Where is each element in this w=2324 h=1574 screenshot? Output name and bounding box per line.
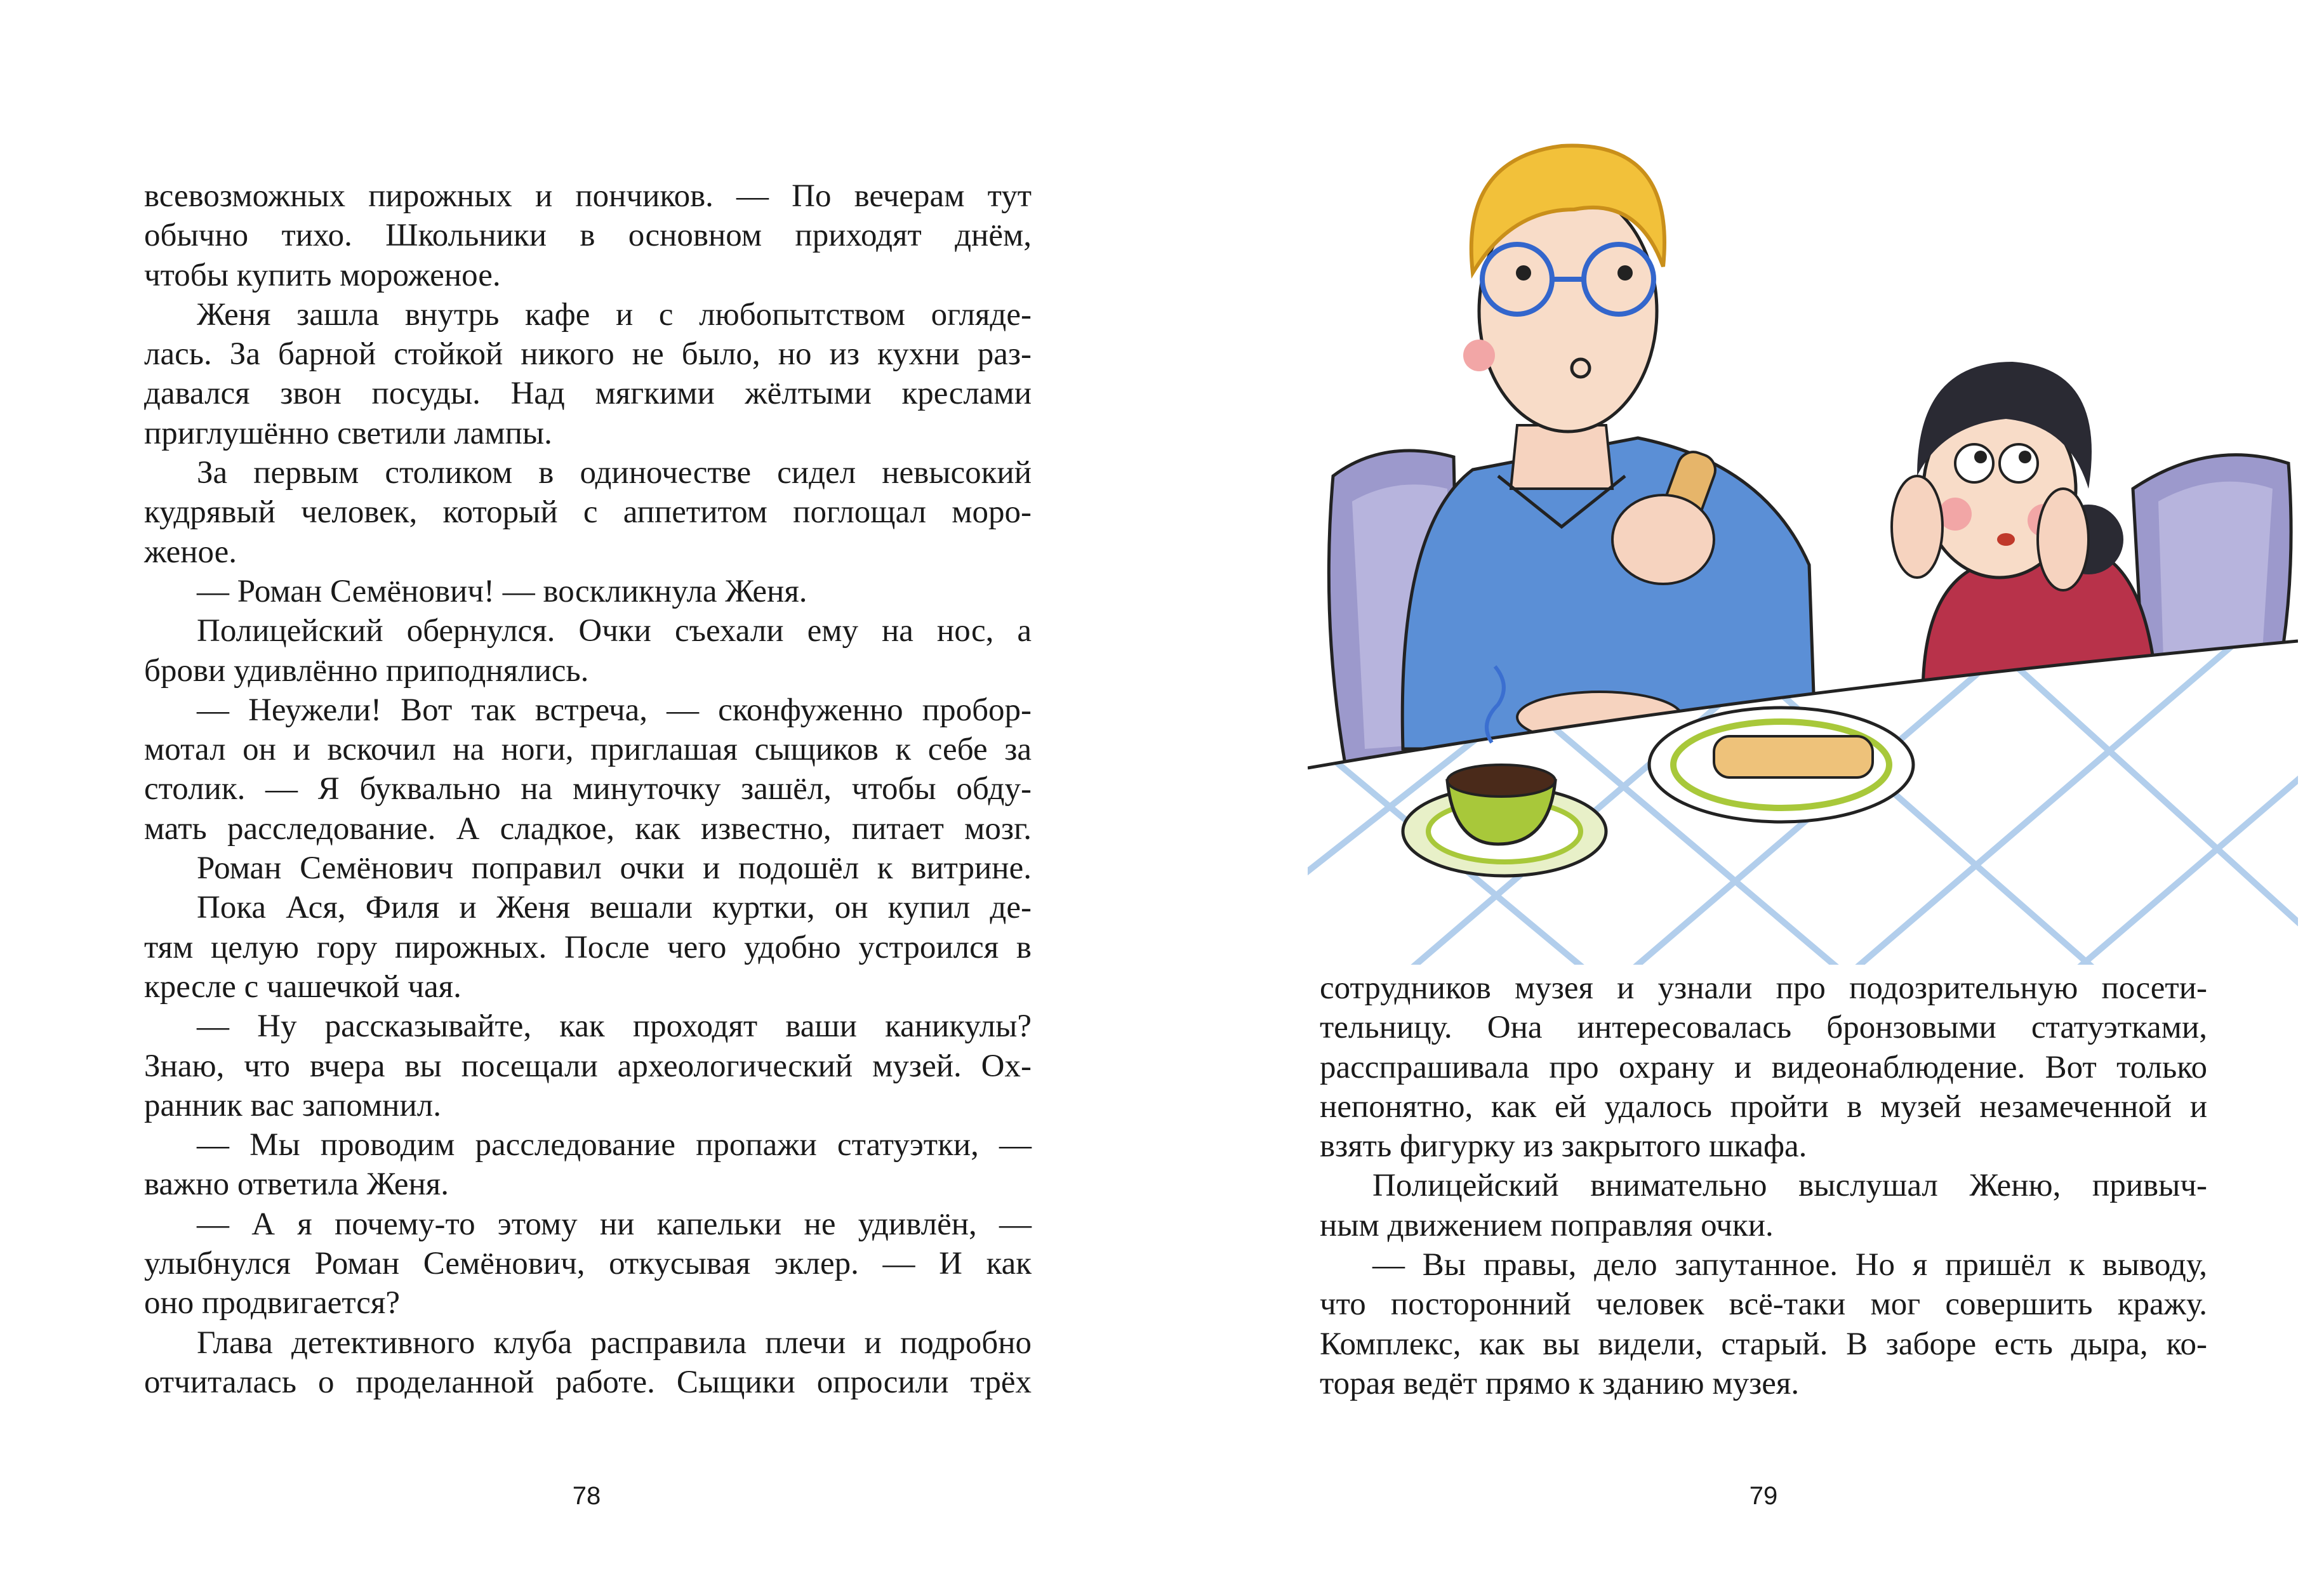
text-line: кресле с чашечкой чая.	[144, 969, 461, 1005]
text-line: мать расследование. А сладкое, как известно, питает мозг.	[144, 810, 1032, 847]
page-number-left: 78	[572, 1482, 601, 1510]
text-line: — Неужели! Вот так встреча, — сконфуженно пробор-	[197, 692, 1032, 728]
left-page-text	[144, 176, 1032, 1402]
cafe-illustration	[1308, 83, 2298, 965]
plate-with-toast	[1649, 708, 1913, 822]
text-line: тям целую гору пирожных. После чего удобно устроился в	[144, 929, 1032, 965]
text-line: женое.	[144, 534, 237, 570]
text-line: тельницу. Она интересовалась бронзовыми статуэтками,	[1320, 1010, 2207, 1046]
text-line: Пока Ася, Филя и Женя вешали куртки, он купил де-	[197, 890, 1032, 926]
text-line: Полицейский обернулся. Очки съехали ему на нос, а	[197, 613, 1032, 649]
text-line: что посторонний человек всё-таки мог совершить кражу.	[1320, 1286, 2207, 1323]
text-line: взять фигурку из закрытого шкафа.	[1320, 1128, 1807, 1165]
text-line: торая ведёт прямо к зданию музея.	[1320, 1365, 1800, 1401]
text-line: Знаю, что вчера вы посещали археологический музей. Ох-	[144, 1048, 1032, 1084]
text-line: брови удивлённо приподнялись.	[144, 652, 589, 689]
text-line: приглушённо светили лампы.	[144, 415, 552, 451]
text-line: — Ну рассказывайте, как проходят ваши каникулы?	[197, 1009, 1032, 1045]
text-line: чтобы купить мороженое.	[144, 257, 501, 293]
text-line: За первым столиком в одиночестве сидел невысокий	[197, 455, 1032, 491]
text-line: улыбнулся Роман Семёнович, откусывая эклер. — И как	[144, 1246, 1032, 1282]
text-line: сотрудников музея и узнали про подозрительную посети-	[1320, 970, 2207, 1006]
text-line: оно продвигается?	[144, 1285, 401, 1321]
text-line: ранник вас запомнил.	[144, 1087, 441, 1123]
text-line: — А я почему-то этому ни капельки не удивлён, —	[197, 1206, 1032, 1242]
text-line: кудрявый человек, который с аппетитом поглощал моро-	[144, 494, 1032, 531]
text-line: Роман Семёнович поправил очки и подошёл к витрине.	[197, 850, 1032, 887]
right-page-text	[1320, 969, 2207, 1403]
text-line: Глава детективного клуба расправила плечи и подробно	[197, 1325, 1032, 1361]
text-line: отчиталась о проделанной работе. Сыщики опросили трёх	[144, 1364, 1032, 1400]
text-line: обычно тихо. Школьники в основном приходят днём,	[144, 218, 1032, 254]
text-line: — Мы проводим расследование пропажи статуэтки, —	[197, 1127, 1032, 1163]
policeman-figure	[1402, 146, 1816, 749]
text-line: всевозможных пирожных и пончиков. — По вечерам тут	[144, 178, 1032, 214]
text-line: давался звон посуды. Над мягкими жёлтыми креслами	[144, 376, 1032, 412]
text-line: лась. За барной стойкой никого не было, но из кухни раз-	[144, 336, 1032, 373]
text-line: — Вы правы, дело запутанное. Но я пришёл к выводу,	[1372, 1247, 2207, 1283]
text-line: важно ответила Женя.	[144, 1167, 449, 1203]
text-line: расспрашивала про охрану и видеонаблюдение. Вот только	[1320, 1049, 2207, 1085]
text-line: мотал он и вскочил на ноги, приглашая сыщиков к себе за	[144, 732, 1032, 768]
text-line: столик. — Я буквально на минуточку зашёл, чтобы обду-	[144, 771, 1032, 807]
text-line: Комплекс, как вы видели, старый. В заборе есть дыра, ко-	[1320, 1326, 2207, 1362]
text-line: непонятно, как ей удалось пройти в музей незамеченной и	[1320, 1088, 2207, 1125]
page-number-right: 79	[1749, 1482, 1778, 1510]
text-line: — Роман Семёнович! — воскликнула Женя.	[197, 573, 807, 609]
text-line: Женя зашла внутрь кафе и с любопытством огляде-	[197, 296, 1032, 333]
text-line: ным движением поправляя очки.	[1320, 1207, 1774, 1243]
text-line: Полицейский внимательно выслушал Женю, привыч-	[1372, 1168, 2207, 1204]
